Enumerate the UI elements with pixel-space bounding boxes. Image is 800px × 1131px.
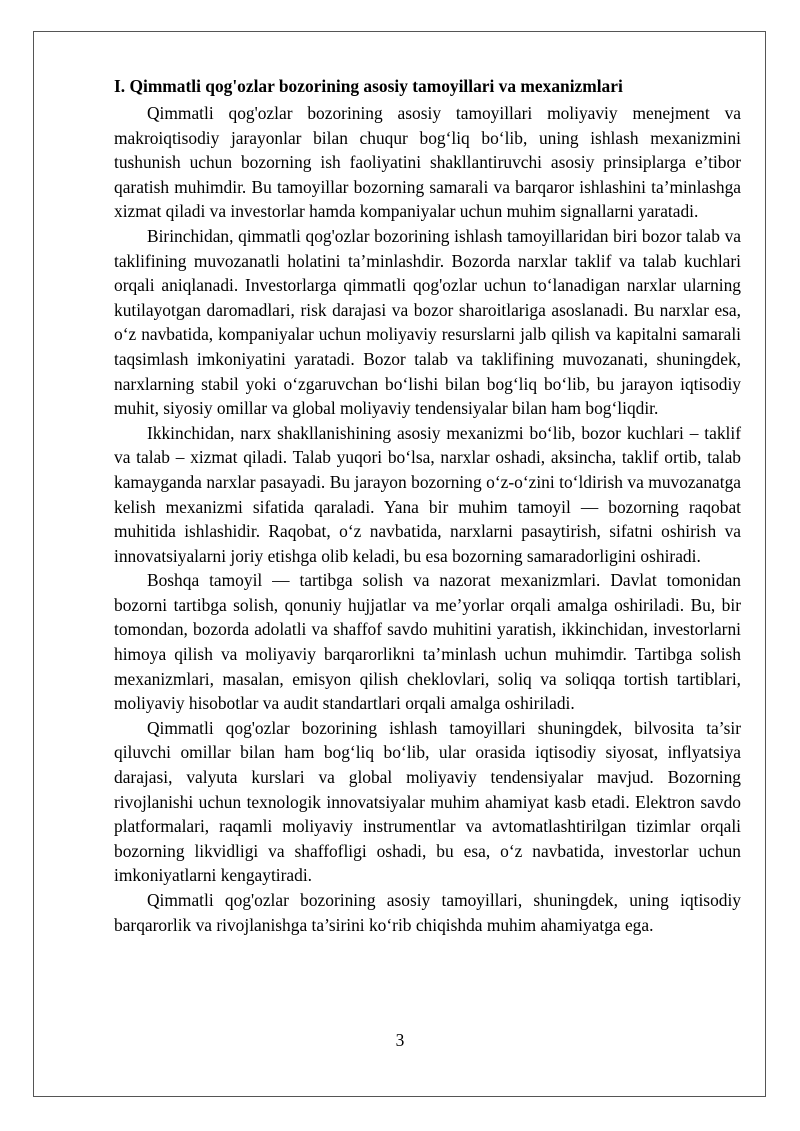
document-body bbox=[114, 74, 741, 937]
page-number: 3 bbox=[395, 1030, 405, 1050]
paragraph-5: Qimmatli qog'ozlar bozorining ishlash tamoyillari shuningdek, bilvosita ta’sir qiluvchi omillar bilan ham bog‘liq bo‘lib, ular orasida iqtisodiy siyosat, inflyatsiya darajasi, valyuta kurslari va global moliyaviy tendensiyalar mavjud. Bozorning rivojlanishi uchun texnologik innovatsiyalar muhim ahamiyat kasb etadi. Elektron savdo platformalari, raqamli moliyaviy instrumentlar va avtomatlashtirilgan tizimlar orqali bozorning likvidligi va shaffofligi oshadi, bu esa, o‘z navbatida, investorlar uchun imkoniyatlarni kengaytiradi. bbox=[114, 717, 741, 886]
paragraph-3: Ikkinchidan, narx shakllanishining asosiy mexanizmi bo‘lib, bozor kuchlari – taklif va talab – xizmat qiladi. Talab yuqori bo‘lsa, narxlar oshadi, aksincha, taklif ortib, talab kamayganda narxlar pasayadi. Bu jarayon bozorning o‘z-o‘zini to‘ldirish va muvozanatga kelish mexanizmi sifatida qaraladi. Yana bir muhim tamoyil — bozorning raqobat muhitida ishlashidir. Raqobat, o‘z navbatida, narxlarni pasaytirish, sifatni oshirish va innovatsiyalarni joriy etishga olib keladi, bu esa bozorning samaradorligini oshiradi. bbox=[114, 422, 741, 566]
paragraph-1: Qimmatli qog'ozlar bozorining asosiy tamoyillari moliyaviy menejment va makroiqtisodiy jarayonlar bilan chuqur bog‘liq bo‘lib, uning ishlash mexanizmini tushunish uchun bozorning ish faoliyatini shakllantiruvchi asosiy prinsiplarga e’tibor qaratish muhimdir. Bu tamoyillar bozorning samarali va barqaror ishlashini ta’minlashga xizmat qiladi va investorlar hamda kompaniyalar uchun muhim signallarni yaratadi. bbox=[114, 103, 741, 222]
paragraph-6: Qimmatli qog'ozlar bozorining asosiy tamoyillari, shuningdek, uning iqtisodiy barqarorlik va rivojlanishga ta’sirini ko‘rib chiqishda muhim ahamiyatga ega. bbox=[114, 890, 741, 935]
paragraph-2: Birinchidan, qimmatli qog'ozlar bozorining ishlash tamoyillaridan biri bozor talab va taklifining muvozanatli holatini ta’minlashdir. Bozorda narxlar taklif va talab kuchlari orqali aniqlanadi. Investorlarga qimmatli qog'ozlar uchun to‘lanadigan narxlar ularning kutilayotgan daromadlari, risk darajasi va bozor sharoitlariga asoslanadi. Bu narxlar esa, o‘z navbatida, kompaniyalar uchun moliyaviy resurslarni jalb qilish va kapitalni samarali taqsimlash imkoniyatini yaratadi. Bozor talab va taklifining muvozanati, shuningdek, narxlarning stabil yoki o‘zgaruvchan bo‘lishi bilan bog‘liq bo‘lib, bu jarayon iqtisodiy muhit, siyosiy omillar va global moliyaviy tendensiyalar bilan ham bog‘liqdir. bbox=[114, 225, 741, 419]
section-heading: I. Qimmatli qog'ozlar bozorining asosiy tamoyillari va mexanizmlari bbox=[114, 76, 623, 96]
paragraph-4: Boshqa tamoyil — tartibga solish va nazorat mexanizmlari. Davlat tomonidan bozorni tartibga solish, qonuniy hujjatlar va me’yorlar orqali amalga oshiriladi. Bu, bir tomondan, bozorda adolatli va shaffof savdo muhitini yaratish, ikkinchidan, investorlarni himoya qilish va moliyaviy barqarorlikni ta’minlash uchun muhimdir. Tartibga solish mexanizmlari, masalan, emisyon qilish cheklovlari, soliq va soliqqa tortish tartiblari, moliyaviy hisobotlar va audit standartlari orqali amalga oshiriladi. bbox=[114, 570, 741, 714]
